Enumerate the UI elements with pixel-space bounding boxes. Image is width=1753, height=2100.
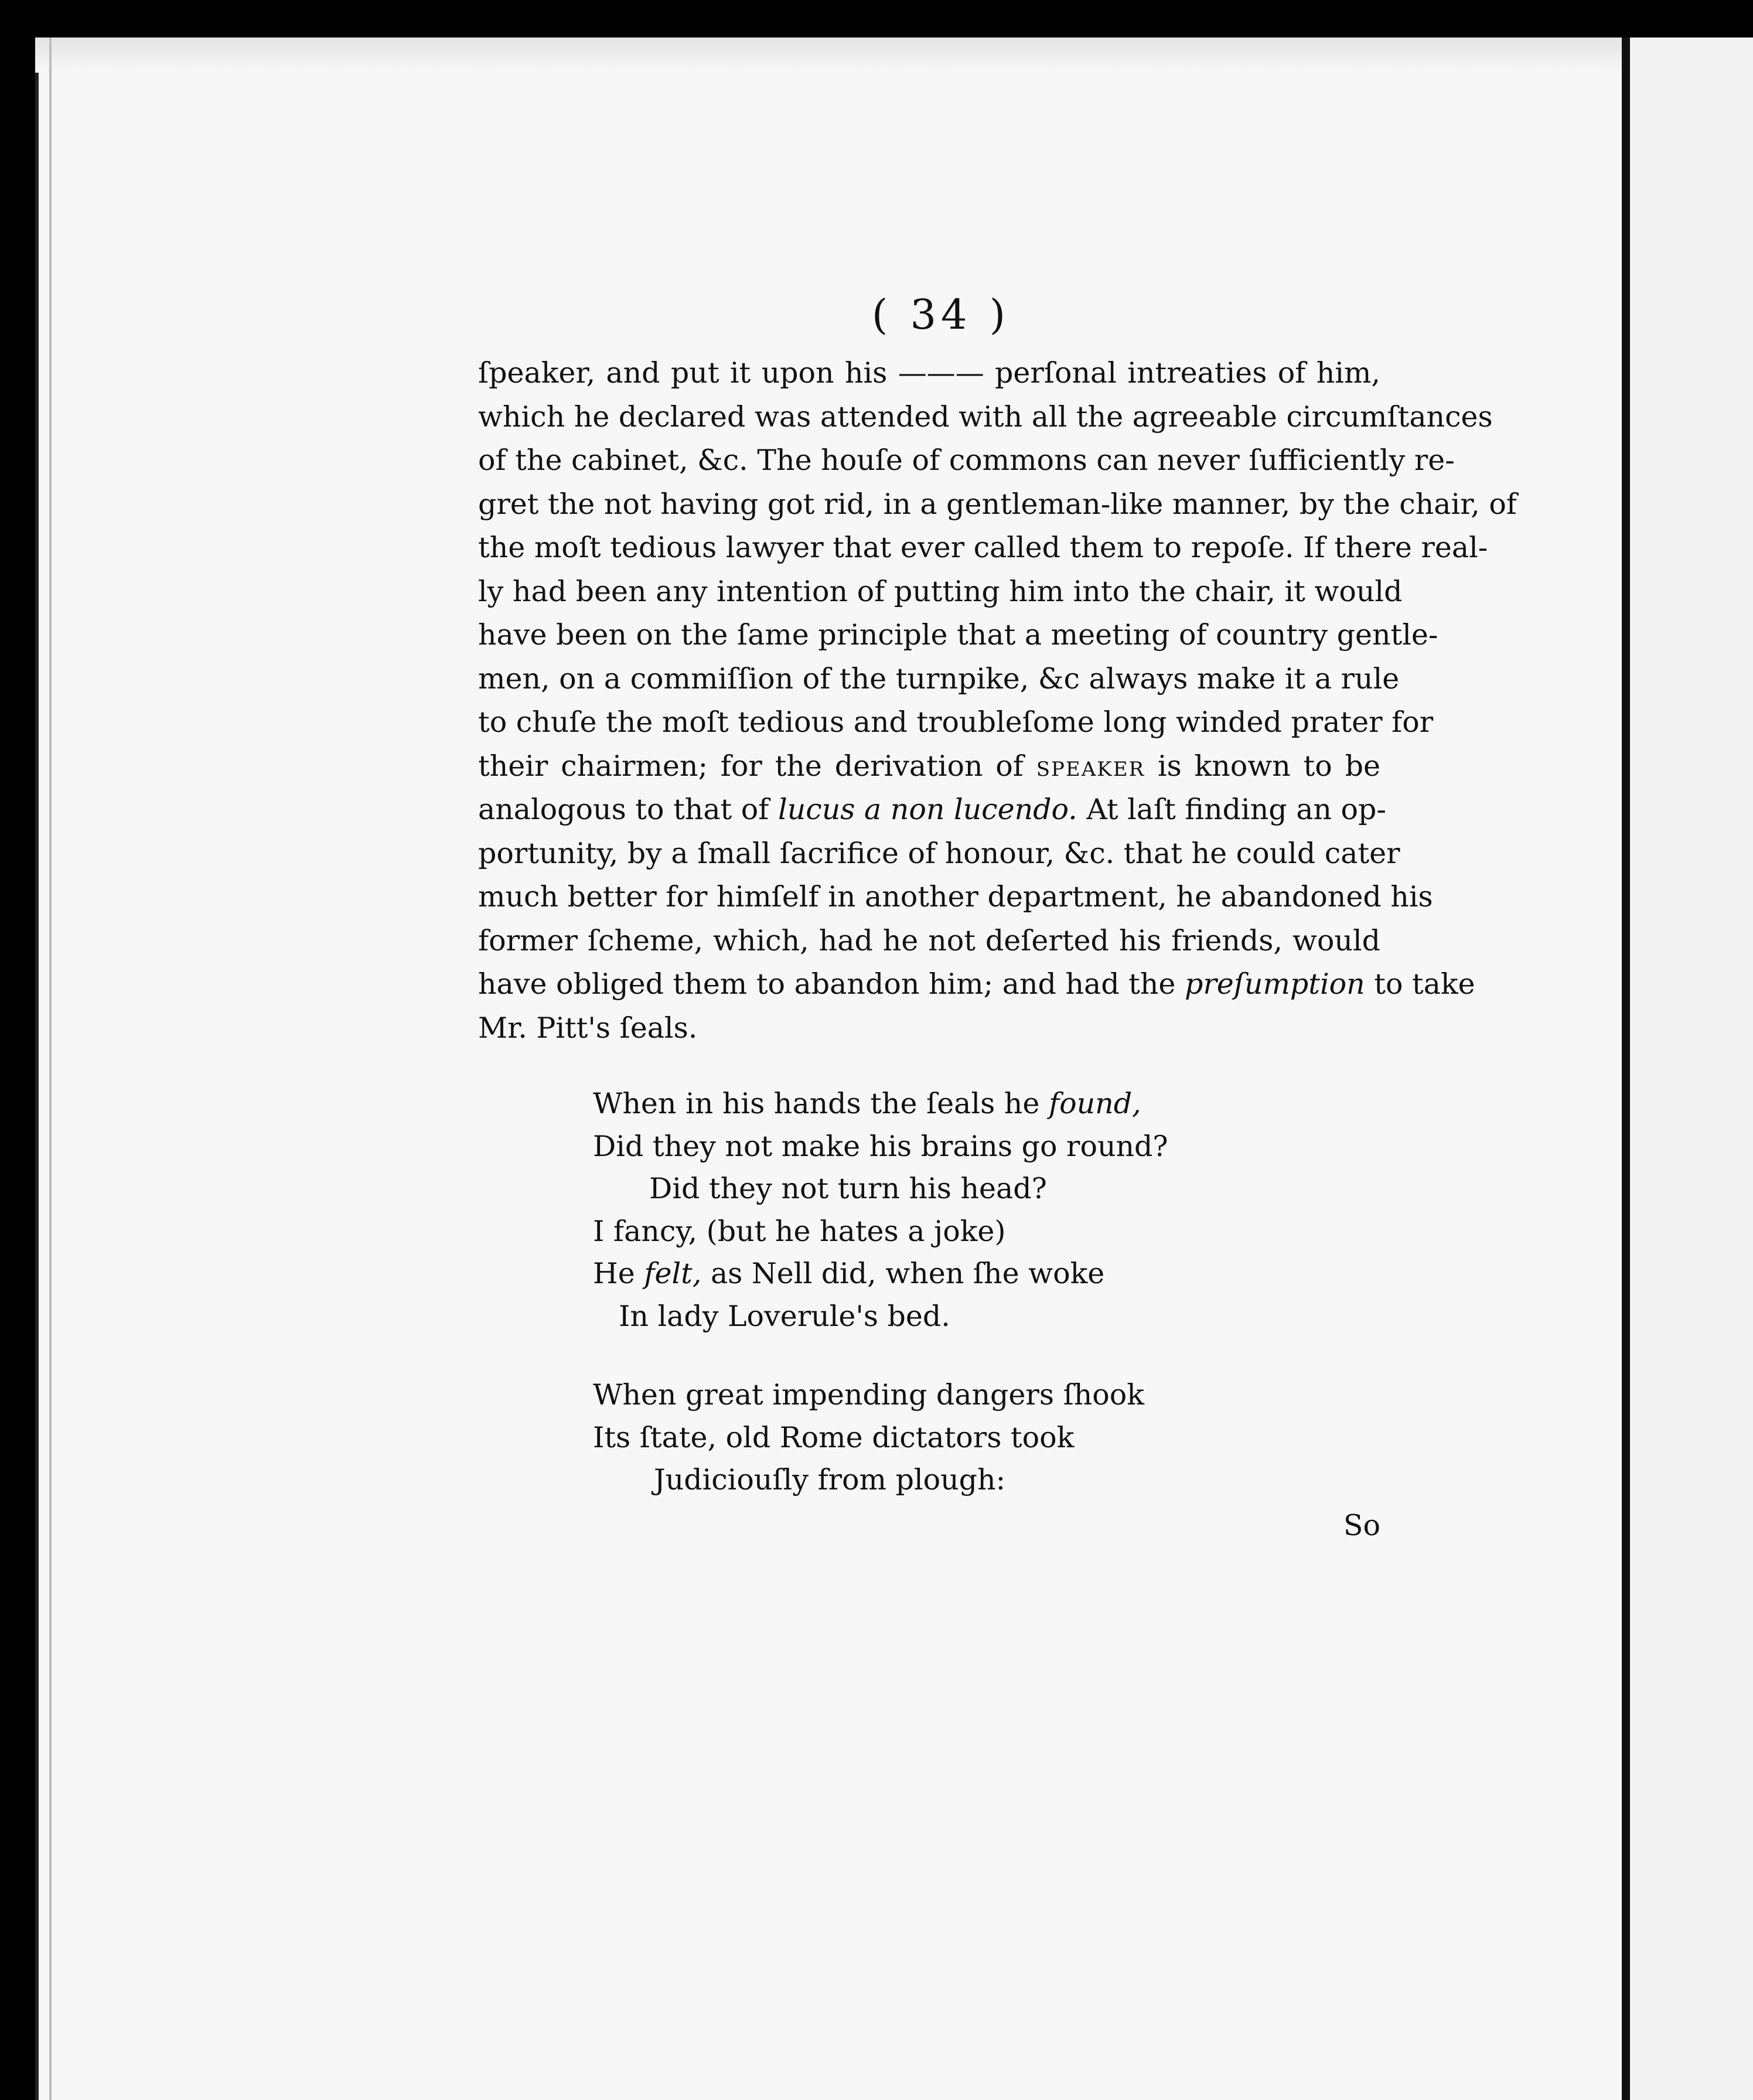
verse-line — [478, 1253, 1380, 1296]
prose-line — [478, 745, 1380, 789]
prose-line: portunity, by a ſmall ſacrifice of honour, &c. that he could cater — [478, 836, 1400, 870]
page-top-edge — [35, 38, 1622, 73]
prose-line — [478, 788, 1386, 832]
prose-line: of the cabinet, &c. The houſe of commons can never ſufficiently re- — [478, 444, 1455, 477]
catchword: So — [1343, 1508, 1380, 1542]
prose-text: their chairmen; for the derivation of — [478, 749, 1036, 783]
prose-line: much better for himſelf in another department, he abandoned his — [478, 880, 1433, 913]
facing-page-edge — [1630, 38, 1753, 2100]
prose-line: former ſcheme, which, had he not deſerted his friends, would — [478, 923, 1380, 957]
page-number: ( 34 ) — [871, 291, 1011, 339]
prose-text: have obliged them to abandon him; and had the — [478, 967, 1185, 1001]
verse-line: Did they not make his brains go round? — [593, 1129, 1168, 1163]
prose-line: ly had been any intention of putting him into the chair, it would — [478, 574, 1403, 608]
verse-line: I fancy, (but he hates a joke) — [593, 1214, 1006, 1248]
verse-text: When in his hands the ſeals he — [593, 1087, 1049, 1120]
prose-line: which he declared was attended with all the agreeable circumſtances — [478, 400, 1493, 434]
verse-italic: found, — [1048, 1087, 1141, 1120]
verse-stanza-1 — [478, 1083, 1380, 1338]
gutter-shadow — [1622, 38, 1630, 2100]
prose-line: to chuſe the moſt tedious and troubleſome long winded prater for — [478, 705, 1434, 739]
page-text-block — [478, 288, 1517, 1547]
verse-line: Judiciouſly from plough: — [654, 1463, 1006, 1496]
prose-text: to take — [1365, 967, 1475, 1001]
page-binding-edge — [49, 38, 52, 2100]
prose-line: gret the not having got rid, in a gentleman-like manner, by the chair, of — [478, 487, 1517, 521]
presumption-italic: preſumption — [1184, 967, 1365, 1001]
prose-text: analogous to that of — [478, 793, 779, 826]
prose-paragraph — [478, 352, 1517, 1050]
verse-line — [478, 1083, 1380, 1126]
prose-line: the moſt tedious lawyer that ever called them to repoſe. If there real- — [478, 531, 1488, 564]
prose-line: men, on a commiſſion of the turnpike, &c always make it a rule — [478, 662, 1400, 696]
verse-text: He — [593, 1257, 644, 1290]
speaker-small-caps: speaker — [1036, 749, 1145, 783]
prose-text: is known to be — [1145, 749, 1380, 783]
prose-line: Mr. Pitt's ſeals. — [478, 1011, 698, 1045]
prose-text: At laſt finding an op- — [1077, 793, 1386, 826]
prose-line: ſpeaker, and put it upon his ——— perſonal intreaties of him, — [478, 356, 1380, 390]
verse-italic: felt, — [644, 1257, 702, 1290]
verse-stanza-2 — [478, 1374, 1380, 1502]
verse-text: as Nell did, when ſhe woke — [701, 1257, 1105, 1290]
verse-line: In lady Loverule's bed. — [619, 1299, 950, 1333]
verse-line: When great impending dangers ſhook — [593, 1378, 1144, 1412]
verse-line: Did they not turn his head? — [649, 1172, 1047, 1205]
latin-italic: lucus a non lucendo. — [778, 793, 1077, 826]
prose-line: have been on the ſame principle that a meeting of country gentle- — [478, 618, 1438, 652]
verse-line: Its ſtate, old Rome dictators took — [593, 1420, 1075, 1454]
prose-line — [478, 963, 1475, 1007]
